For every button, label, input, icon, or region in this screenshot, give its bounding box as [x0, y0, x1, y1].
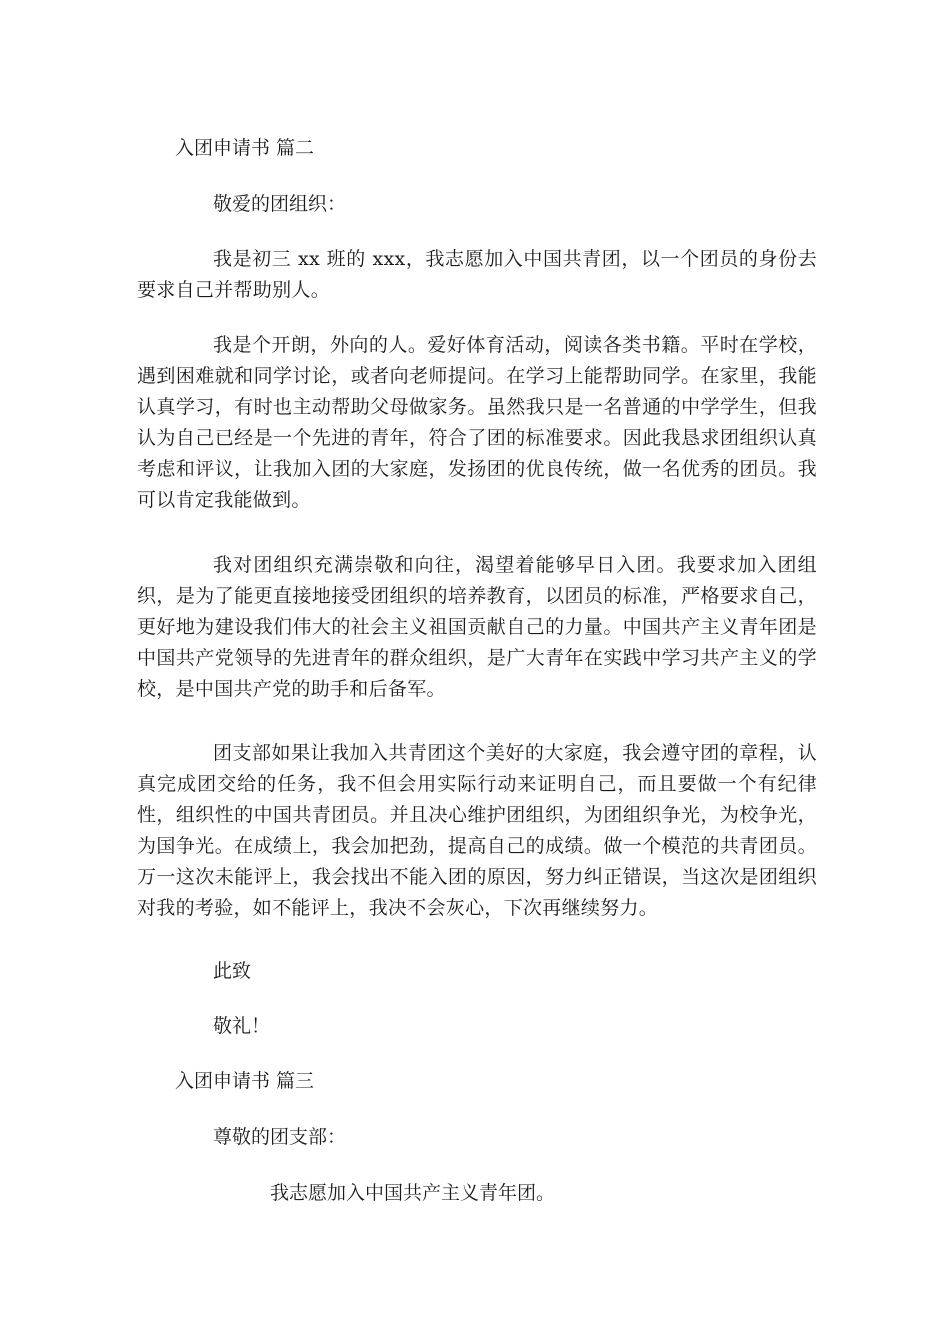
paragraph-1: 我是初三 xx 班的 xxx，我志愿加入中国共青团，以一个团员的身份去要求自己并帮助别人。 [137, 248, 817, 301]
salutation-3: 尊敬的团支部： [213, 1126, 347, 1148]
salutation-2: 敬爱的团组织： [213, 193, 347, 215]
paragraph-2: 我是个开朗，外向的人。爱好体育活动，阅读各类书籍。平时在学校，遇到困难就和同学讨论，或者向老师提问。在学习上能帮助同学。在家里，我能认真学习，有时也主动帮助父母做家务。虽然我只是一名普通的中学学生，但我认为自己已经是一个先进的青年，符合了团的标准要求。因此我恳求团组织认真考虑和评议，让我加入团的大家庭，发扬团的优良传统，做一名优秀的团员。我可以肯定我能做到。 [137, 334, 817, 511]
closing-cizhi: 此致 [213, 960, 252, 982]
paragraph-3: 我对团组织充满崇敬和向往，渴望着能够早日入团。我要求加入团组织，是为了能更直接地接受团组织的培养教育，以团员的标准，严格要求自己，更好地为建设我们伟大的社会主义祖国贡献自己的力量。中国共产主义青年团是中国共产党领导的先进青年的群众组织，是广大青年在实践中学习共产主义的学校，是中国共产党的助手和后备军。 [137, 554, 817, 700]
section3-first-line: 我志愿加入中国共产主义青年团。 [270, 1182, 556, 1204]
section-heading-2: 入团申请书 篇二 [175, 137, 315, 159]
section-heading-3: 入团申请书 篇三 [175, 1070, 315, 1092]
closing-jingli: 敬礼！ [213, 1015, 271, 1037]
paragraph-4: 团支部如果让我加入共青团这个美好的大家庭，我会遵守团的章程，认真完成团交给的任务，我不但会用实际行动来证明自己，而且要做一个有纪律性，组织性的中国共青团员。并且决心维护团组织，为团组织争光，为校争光，为国争光。在成绩上，我会加把劲，提高自己的成绩。做一个模范的共青团员。万一这次未能评上，我会找出不能入团的原因，努力纠正错误，当这次是团组织对我的考验，如不能评上，我决不会灰心，下次再继续努力。 [137, 742, 817, 919]
